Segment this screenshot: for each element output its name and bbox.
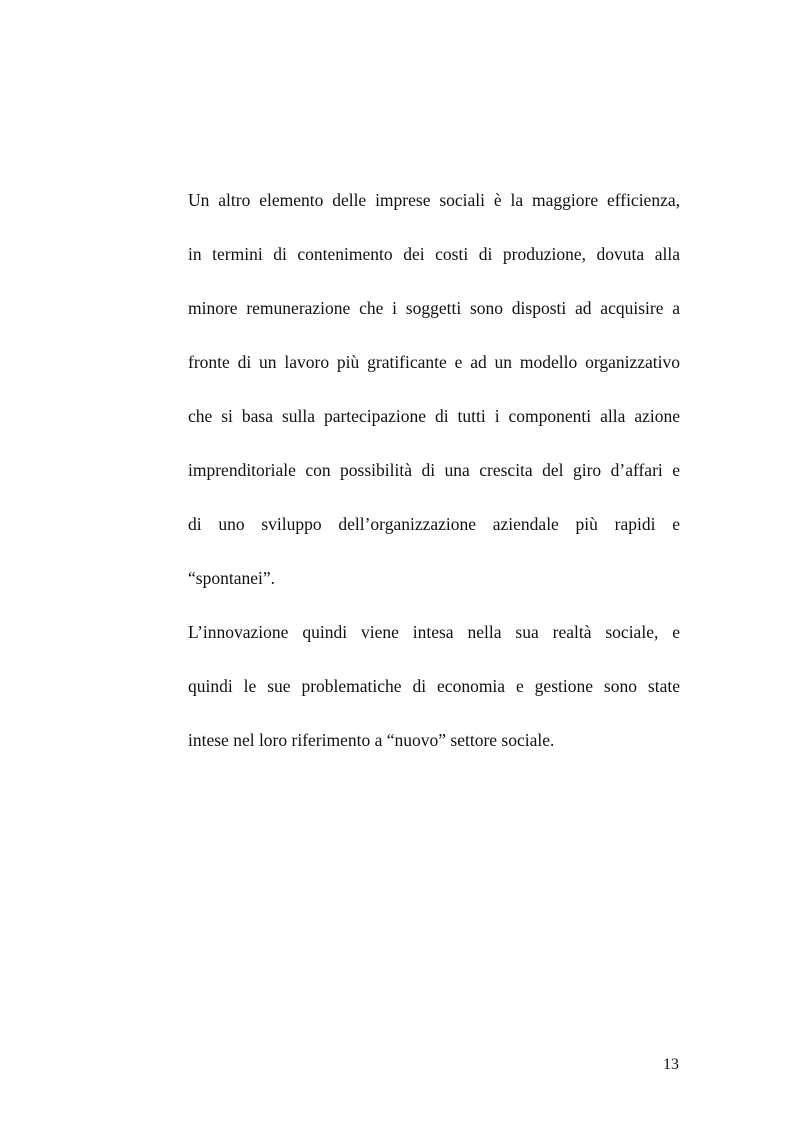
text-line: imprenditoriale con possibilità di una crescita del giro d’affari e bbox=[188, 460, 680, 480]
text-line: “spontanei”. bbox=[188, 568, 275, 588]
body-text bbox=[188, 186, 680, 780]
text-line: di uno sviluppo dell’organizzazione aziendale più rapidi e bbox=[188, 514, 680, 534]
page-number: 13 bbox=[663, 1056, 679, 1073]
text-line: intese nel loro riferimento a “nuovo” settore sociale. bbox=[188, 730, 555, 750]
text-line: in termini di contenimento dei costi di produzione, dovuta alla bbox=[188, 244, 680, 264]
text-line: quindi le sue problematiche di economia e gestione sono state bbox=[188, 676, 680, 696]
text-line: fronte di un lavoro più gratificante e ad un modello organizzativo bbox=[188, 352, 680, 372]
text-line: Un altro elemento delle imprese sociali è la maggiore efficienza, bbox=[188, 190, 680, 210]
text-line: che si basa sulla partecipazione di tutti i componenti alla azione bbox=[188, 406, 680, 426]
text-line: L’innovazione quindi viene intesa nella sua realtà sociale, e bbox=[188, 622, 680, 642]
text-line: minore remunerazione che i soggetti sono disposti ad acquisire a bbox=[188, 298, 680, 318]
